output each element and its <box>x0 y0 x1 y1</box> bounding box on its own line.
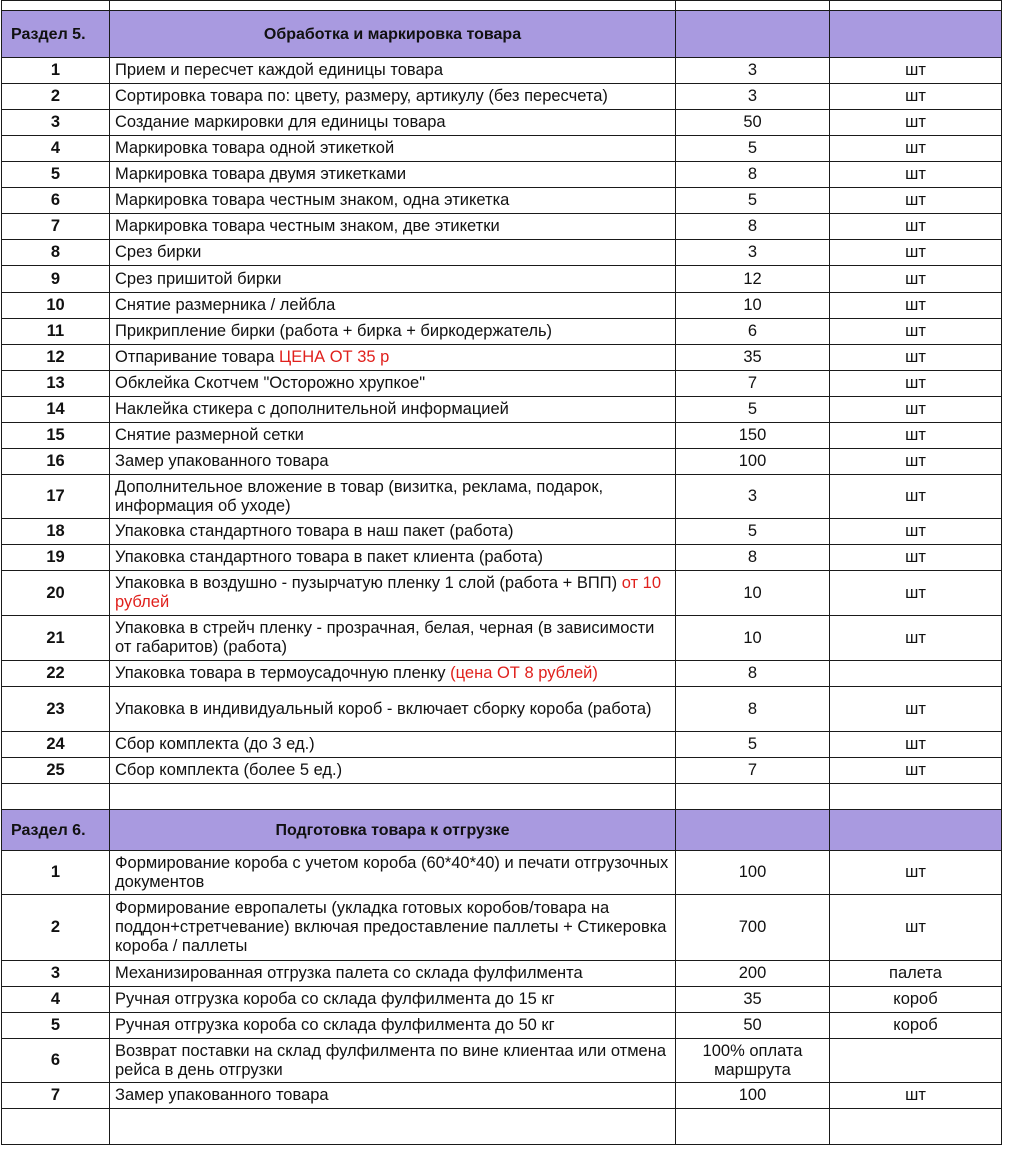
empty-cell <box>110 1109 676 1145</box>
empty-cell <box>110 1 676 11</box>
table-row <box>2 162 1002 188</box>
unit-cell <box>830 1039 1002 1083</box>
price-value: 12 <box>676 266 830 293</box>
unit-cell: шт <box>830 214 1002 240</box>
service-description <box>110 58 676 84</box>
row-number: 6 <box>2 1039 110 1083</box>
description-text: Ручная отгрузка короба со склада фулфилмента до 50 кг <box>115 1016 555 1034</box>
table-row <box>2 758 1002 784</box>
unit-cell: шт <box>830 545 1002 571</box>
description-text: Создание маркировки для единицы товара <box>115 113 446 131</box>
unit-cell: шт <box>830 293 1002 319</box>
row-number: 20 <box>2 571 110 616</box>
price-value: 5 <box>676 397 830 423</box>
unit-cell: шт <box>830 162 1002 188</box>
description-text: Упаковка стандартного товара в пакет клиента (работа) <box>115 548 544 566</box>
service-description <box>110 423 676 449</box>
description-text: Наклейка стикера с дополнительной информацией <box>115 400 509 418</box>
service-description <box>110 571 676 616</box>
unit-cell: шт <box>830 851 1002 895</box>
table-row <box>2 136 1002 162</box>
description-text: Маркировка товара честным знаком, одна этикетка <box>115 191 510 209</box>
table-row <box>2 449 1002 475</box>
row-number: 1 <box>2 58 110 84</box>
price-value: 10 <box>676 616 830 661</box>
price-value: 35 <box>676 987 830 1013</box>
empty-cell <box>2 1 110 11</box>
empty-cell <box>676 784 830 810</box>
unit-cell: шт <box>830 732 1002 758</box>
description-text: Прием и пересчет каждой единицы товара <box>115 61 443 79</box>
table-row <box>2 1039 1002 1083</box>
service-description <box>110 545 676 571</box>
table-row <box>2 545 1002 571</box>
description-text: Дополнительное вложение в товар (визитка, реклама, подарок, информация об уходе) <box>115 477 604 515</box>
service-description <box>110 851 676 895</box>
unit-cell: шт <box>830 240 1002 266</box>
table-row <box>2 293 1002 319</box>
table-row <box>2 345 1002 371</box>
unit-cell: короб <box>830 987 1002 1013</box>
price-value: 50 <box>676 1013 830 1039</box>
table-row <box>2 110 1002 136</box>
table-row <box>2 266 1002 293</box>
empty-cell <box>830 810 1002 851</box>
description-text: Маркировка товара одной этикеткой <box>115 139 395 157</box>
description-text: Замер упакованного товара <box>115 452 329 470</box>
row-number: 7 <box>2 1083 110 1109</box>
description-text: Замер упакованного товара <box>115 1086 329 1104</box>
price-value: 5 <box>676 136 830 162</box>
service-description <box>110 961 676 987</box>
price-value: 7 <box>676 371 830 397</box>
table-row <box>2 687 1002 732</box>
unit-cell: палета <box>830 961 1002 987</box>
unit-cell: шт <box>830 84 1002 110</box>
row-number: 8 <box>2 240 110 266</box>
table-row <box>2 961 1002 987</box>
description-text: Упаковка в индивидуальный короб - включает сборку короба (работа) <box>115 699 652 718</box>
table-row <box>2 987 1002 1013</box>
description-text: Маркировка товара честным знаком, две этикетки <box>115 217 500 235</box>
description-text: Механизированная отгрузка палета со склада фулфилмента <box>115 964 583 982</box>
price-value: 5 <box>676 188 830 214</box>
unit-cell: шт <box>830 758 1002 784</box>
description-text: Упаковка товара в термоусадочную пленку <box>115 664 446 682</box>
service-description <box>110 371 676 397</box>
section-title: Обработка и маркировка товара <box>110 11 676 58</box>
description-text: Сбор комплекта (до 3 ед.) <box>115 735 315 753</box>
description-text: Формирование европалеты (укладка готовых коробов/товара на поддон+стретчевание) включая предоставление паллеты + Стикеровка короба / паллеты <box>115 899 667 955</box>
empty-cell <box>110 784 676 810</box>
sheet-edge <box>1002 0 1017 1153</box>
description-text: Срез бирки <box>115 243 202 261</box>
table-row <box>2 319 1002 345</box>
row-number: 25 <box>2 758 110 784</box>
service-description <box>110 162 676 188</box>
price-value: 700 <box>676 895 830 961</box>
service-description <box>110 687 676 732</box>
row-number: 3 <box>2 110 110 136</box>
price-table <box>1 0 1002 1145</box>
table-row <box>2 371 1002 397</box>
spacer-row <box>2 784 1002 810</box>
row-number: 9 <box>2 266 110 293</box>
row-number: 11 <box>2 319 110 345</box>
price-note: ЦЕНА ОТ 35 р <box>279 348 390 366</box>
table-row <box>2 84 1002 110</box>
empty-cell <box>676 1109 830 1145</box>
price-note: (цена ОТ 8 рублей) <box>450 664 598 682</box>
empty-cell <box>676 11 830 58</box>
empty-cell <box>830 11 1002 58</box>
row-number: 3 <box>2 961 110 987</box>
table-row <box>2 214 1002 240</box>
price-value: 200 <box>676 961 830 987</box>
empty-cell <box>2 784 110 810</box>
service-description <box>110 345 676 371</box>
description-text: Снятие размерника / лейбла <box>115 296 336 314</box>
table-row <box>2 188 1002 214</box>
service-description <box>110 136 676 162</box>
table-row <box>2 616 1002 661</box>
row-number: 7 <box>2 214 110 240</box>
service-description <box>110 397 676 423</box>
service-description <box>110 1083 676 1109</box>
empty-cell <box>676 1 830 11</box>
description-text: Возврат поставки на склад фулфилмента по вине клиентаа или отмена рейса в день отгрузки <box>115 1041 667 1079</box>
row-number: 21 <box>2 616 110 661</box>
table-row <box>2 1083 1002 1109</box>
price-value: 10 <box>676 293 830 319</box>
row-number: 16 <box>2 449 110 475</box>
service-description <box>110 987 676 1013</box>
row-number: 17 <box>2 475 110 519</box>
price-value: 3 <box>676 475 830 519</box>
unit-cell: шт <box>830 895 1002 961</box>
price-value: 8 <box>676 661 830 687</box>
table-row <box>2 571 1002 616</box>
section-header <box>2 11 1002 58</box>
price-value: 50 <box>676 110 830 136</box>
description-text: Ручная отгрузка короба со склада фулфилмента до 15 кг <box>115 990 555 1008</box>
table-row <box>2 661 1002 687</box>
section-label: Раздел 5. <box>2 11 110 58</box>
service-description <box>110 758 676 784</box>
unit-cell: шт <box>830 423 1002 449</box>
row-number: 1 <box>2 851 110 895</box>
table-row <box>2 851 1002 895</box>
empty-cell <box>2 1109 110 1145</box>
service-description <box>110 1013 676 1039</box>
empty-cell <box>676 810 830 851</box>
unit-cell: шт <box>830 345 1002 371</box>
service-description <box>110 895 676 961</box>
service-description <box>110 616 676 661</box>
bottom-blank-row <box>2 1109 1002 1145</box>
section-label: Раздел 6. <box>2 810 110 851</box>
unit-cell: шт <box>830 319 1002 345</box>
row-number: 4 <box>2 136 110 162</box>
description-text: Срез пришитой бирки <box>115 269 282 288</box>
service-description <box>110 110 676 136</box>
price-value: 5 <box>676 519 830 545</box>
service-description <box>110 84 676 110</box>
description-text: Снятие размерной сетки <box>115 426 304 444</box>
price-value: 3 <box>676 58 830 84</box>
row-number: 22 <box>2 661 110 687</box>
price-value: 35 <box>676 345 830 371</box>
service-description <box>110 449 676 475</box>
row-number: 19 <box>2 545 110 571</box>
section-title: Подготовка товара к отгрузке <box>110 810 676 851</box>
service-description <box>110 266 676 293</box>
price-value: 8 <box>676 162 830 188</box>
top-blank-row <box>2 1 1002 11</box>
row-number: 2 <box>2 895 110 961</box>
description-text: Маркировка товара двумя этикетками <box>115 165 407 183</box>
empty-cell <box>830 1109 1002 1145</box>
unit-cell: шт <box>830 397 1002 423</box>
price-value: 6 <box>676 319 830 345</box>
service-description <box>110 240 676 266</box>
service-description <box>110 188 676 214</box>
price-value: 100 <box>676 1083 830 1109</box>
section-header <box>2 810 1002 851</box>
description-text: Упаковка стандартного товара в наш пакет (работа) <box>115 522 514 540</box>
unit-cell: шт <box>830 136 1002 162</box>
table-row <box>2 240 1002 266</box>
service-description <box>110 661 676 687</box>
unit-cell: шт <box>830 571 1002 616</box>
table-row <box>2 519 1002 545</box>
price-value: 10 <box>676 571 830 616</box>
price-value: 150 <box>676 423 830 449</box>
row-number: 6 <box>2 188 110 214</box>
price-value: 8 <box>676 687 830 732</box>
unit-cell: шт <box>830 110 1002 136</box>
row-number: 12 <box>2 345 110 371</box>
row-number: 14 <box>2 397 110 423</box>
description-text: Прикрипление бирки (работа + бирка + биркодержатель) <box>115 322 553 340</box>
service-description <box>110 1039 676 1083</box>
row-number: 10 <box>2 293 110 319</box>
table-row <box>2 732 1002 758</box>
table-row <box>2 895 1002 961</box>
description-text: Упаковка в стрейч пленку - прозрачная, белая, черная (в зависимости от габаритов) (работа) <box>115 619 655 656</box>
row-number: 2 <box>2 84 110 110</box>
service-description <box>110 214 676 240</box>
price-value: 7 <box>676 758 830 784</box>
table-row <box>2 1013 1002 1039</box>
price-value: 3 <box>676 240 830 266</box>
row-number: 13 <box>2 371 110 397</box>
description-text: Упаковка в воздушно - пузырчатую пленку 1 слой (работа + ВПП) <box>115 574 618 592</box>
description-text: Отпаривание товара <box>115 348 275 366</box>
row-number: 5 <box>2 162 110 188</box>
price-value: 8 <box>676 214 830 240</box>
service-description <box>110 519 676 545</box>
unit-cell: шт <box>830 371 1002 397</box>
row-number: 4 <box>2 987 110 1013</box>
empty-cell <box>830 784 1002 810</box>
service-description <box>110 293 676 319</box>
table-row <box>2 397 1002 423</box>
row-number: 23 <box>2 687 110 732</box>
price-value: 5 <box>676 732 830 758</box>
unit-cell: шт <box>830 687 1002 732</box>
table-row <box>2 58 1002 84</box>
table-row <box>2 423 1002 449</box>
description-text: Обклейка Скотчем "Осторожно хрупкое" <box>115 374 426 392</box>
price-value: 3 <box>676 84 830 110</box>
price-value: 100 <box>676 449 830 475</box>
service-description <box>110 475 676 519</box>
row-number: 24 <box>2 732 110 758</box>
price-value: 8 <box>676 545 830 571</box>
row-number: 15 <box>2 423 110 449</box>
row-number: 5 <box>2 1013 110 1039</box>
unit-cell: шт <box>830 58 1002 84</box>
table-row <box>2 475 1002 519</box>
unit-cell <box>830 661 1002 687</box>
description-text: Формирование короба с учетом короба (60*40*40) и печати отгрузочных документов <box>115 853 669 891</box>
unit-cell: шт <box>830 475 1002 519</box>
unit-cell: шт <box>830 616 1002 661</box>
unit-cell: шт <box>830 449 1002 475</box>
row-number: 18 <box>2 519 110 545</box>
unit-cell: шт <box>830 1083 1002 1109</box>
price-note: от 10 рублей <box>115 574 661 611</box>
price-value: 100 <box>676 851 830 895</box>
unit-cell: шт <box>830 519 1002 545</box>
unit-cell: шт <box>830 188 1002 214</box>
unit-cell: шт <box>830 266 1002 293</box>
service-description <box>110 732 676 758</box>
unit-cell: короб <box>830 1013 1002 1039</box>
service-description <box>110 319 676 345</box>
price-value: 100% оплата маршрута <box>676 1039 830 1083</box>
empty-cell <box>830 1 1002 11</box>
description-text: Сбор комплекта (более 5 ед.) <box>115 761 343 779</box>
description-text: Сортировка товара по: цвету, размеру, артикулу (без пересчета) <box>115 87 608 105</box>
